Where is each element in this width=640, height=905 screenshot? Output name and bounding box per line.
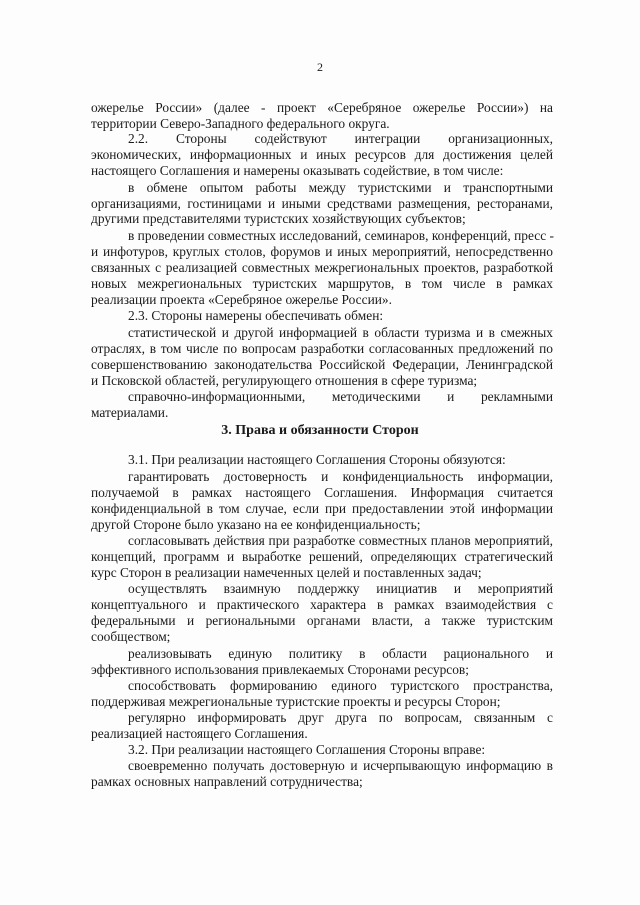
text-line: организациями, гостиницами и иными средствами размещения, ресторанами,: [91, 196, 553, 211]
text-line: статистической и другой информацией в области туризма и в смежных: [128, 325, 553, 340]
text-line: поддерживая межрегиональные туристские проекты и ресурсы Сторон;: [91, 694, 501, 709]
text-line: 3.2. При реализации настоящего Соглашения Стороны вправе:: [128, 742, 486, 757]
text-line: конфиденциальной в том случае, если при предоставлении этой информации: [91, 501, 553, 516]
text-line: совершенствованию законодательства Российской Федерации, Ленинградской: [91, 357, 553, 372]
text-line: концептуального и практического характера в рамках взаимодействия с: [91, 597, 553, 612]
text-line: настоящего Соглашения и намерены оказывать содействие, в том числе:: [91, 163, 504, 178]
text-line: реализовывать единую политику в области рационального и: [128, 646, 553, 661]
text-line: федеральными и региональными органами власти, а также туристским: [91, 613, 553, 628]
text-line: реализации проекта «Серебряное ожерелье России».: [91, 292, 392, 307]
text-line: в обмене опытом работы между туристскими и транспортными: [128, 180, 553, 195]
text-line: реализацией настоящего Соглашения.: [91, 726, 308, 741]
text-line: своевременно получать достоверную и исчерпывающую информацию в: [128, 758, 553, 773]
text-line: отраслях, в том числе по вопросам разработки согласованных предложений по: [91, 341, 553, 356]
text-line: 2.3. Стороны намерены обеспечивать обмен:: [128, 308, 384, 323]
page-number: 2: [317, 60, 323, 74]
text-line: сообществом;: [91, 629, 171, 644]
text-line: экономических, информационных и иных ресурсов для достижения целей: [91, 147, 553, 162]
text-line: получаемой в рамках настоящего Соглашения. Информация считается: [91, 485, 553, 500]
text-line: гарантировать достоверность и конфиденциальность информации,: [128, 469, 553, 484]
text-line: территории Северо-Западного федерального округа.: [91, 116, 390, 131]
text-line: осуществлять взаимную поддержку инициатив и мероприятий: [128, 581, 553, 596]
text-line: связанных с реализацией совместных межрегиональных проектов, разработкой: [91, 260, 553, 275]
text-line: ожерелье России» (далее - проект «Серебряное ожерелье России») на: [91, 100, 553, 115]
text-line: другой Стороне было указано на ее конфиденциальность;: [91, 517, 421, 532]
text-line: курс Сторон в реализации намеченных целей и поставленных задач;: [91, 565, 482, 580]
text-line: согласовывать действия при разработке совместных планов мероприятий,: [128, 533, 553, 548]
text-line: в проведении совместных исследований, семинаров, конференций, пресс -: [128, 228, 554, 243]
text-line: справочно-информационными, методическими и рекламными: [128, 389, 553, 404]
text-line: материалами.: [91, 405, 169, 420]
text-line: концепций, программ и выработке решений, определяющих стратегический: [91, 549, 553, 564]
text-line: и Псковской областей, регулирующего отношения в сфере туризма;: [91, 373, 478, 388]
section-heading: 3. Права и обязанности Сторон: [221, 423, 419, 438]
text-line: рамках основных направлений сотрудничества;: [91, 774, 363, 789]
text-line: регулярно информировать друг друга по вопросам, связанным с: [128, 710, 553, 725]
text-line: способствовать формированию единого туристского пространства,: [128, 678, 553, 693]
text-line: эффективного использования привлекаемых Сторонами ресурсов;: [91, 662, 469, 677]
text-line: 2.2. Стороны содействуют интеграции организационных,: [128, 131, 553, 146]
text-line: новых межрегиональных туристских маршрутов, в том числе в рамках: [91, 276, 553, 291]
text-line: 3.1. При реализации настоящего Соглашения Стороны обязуются:: [128, 452, 506, 467]
text-line: другими представителями туристских хозяйствующих субъектов;: [91, 211, 466, 226]
text-line: и инфотуров, круглых столов, форумов и иных мероприятий, непосредственно: [91, 244, 553, 259]
